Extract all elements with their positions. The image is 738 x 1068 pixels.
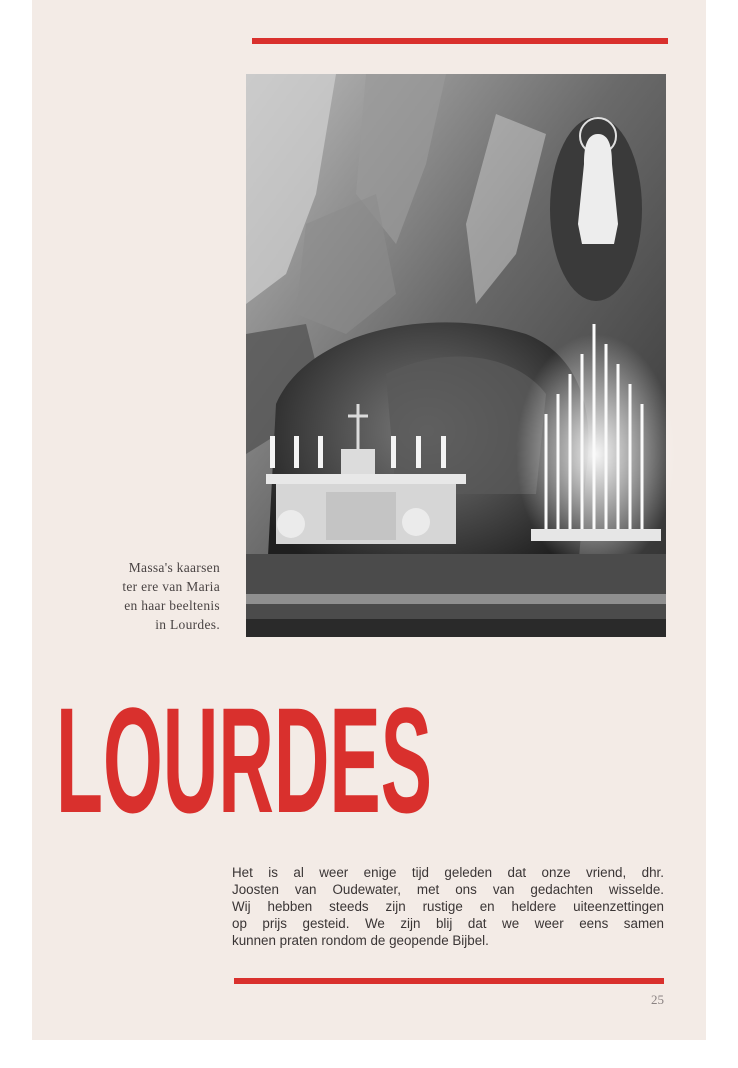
page-number: 25 bbox=[651, 992, 664, 1007]
caption-line: en haar beeltenis bbox=[124, 598, 220, 613]
bottom-red-rule bbox=[234, 978, 664, 984]
caption-line: ter ere van Maria bbox=[122, 579, 220, 594]
photo-caption bbox=[72, 558, 220, 634]
article-title bbox=[56, 676, 456, 844]
intro-line: Het is al weer enige tijd geleden dat onze vriend, dhr. bbox=[232, 865, 664, 880]
grotto-photo-illustration bbox=[246, 74, 666, 637]
top-red-rule bbox=[252, 38, 668, 44]
intro-line: kunnen praten rondom de geopende Bijbel. bbox=[232, 933, 489, 948]
article-intro bbox=[232, 864, 664, 949]
intro-line: Wij hebben steeds zijn rustige en heldere uiteenzettingen bbox=[232, 899, 664, 914]
intro-line: op prijs gesteid. We zijn blij dat we weer eens samen bbox=[232, 916, 664, 931]
magazine-page bbox=[32, 0, 706, 1040]
caption-line: Massa's kaarsen bbox=[128, 560, 220, 575]
grotto-photo bbox=[246, 74, 666, 637]
caption-line: in Lourdes. bbox=[155, 617, 220, 632]
intro-line: Joosten van Oudewater, met ons van gedachten wisselde. bbox=[232, 882, 664, 897]
article-title-text: LOURDES bbox=[56, 676, 432, 844]
